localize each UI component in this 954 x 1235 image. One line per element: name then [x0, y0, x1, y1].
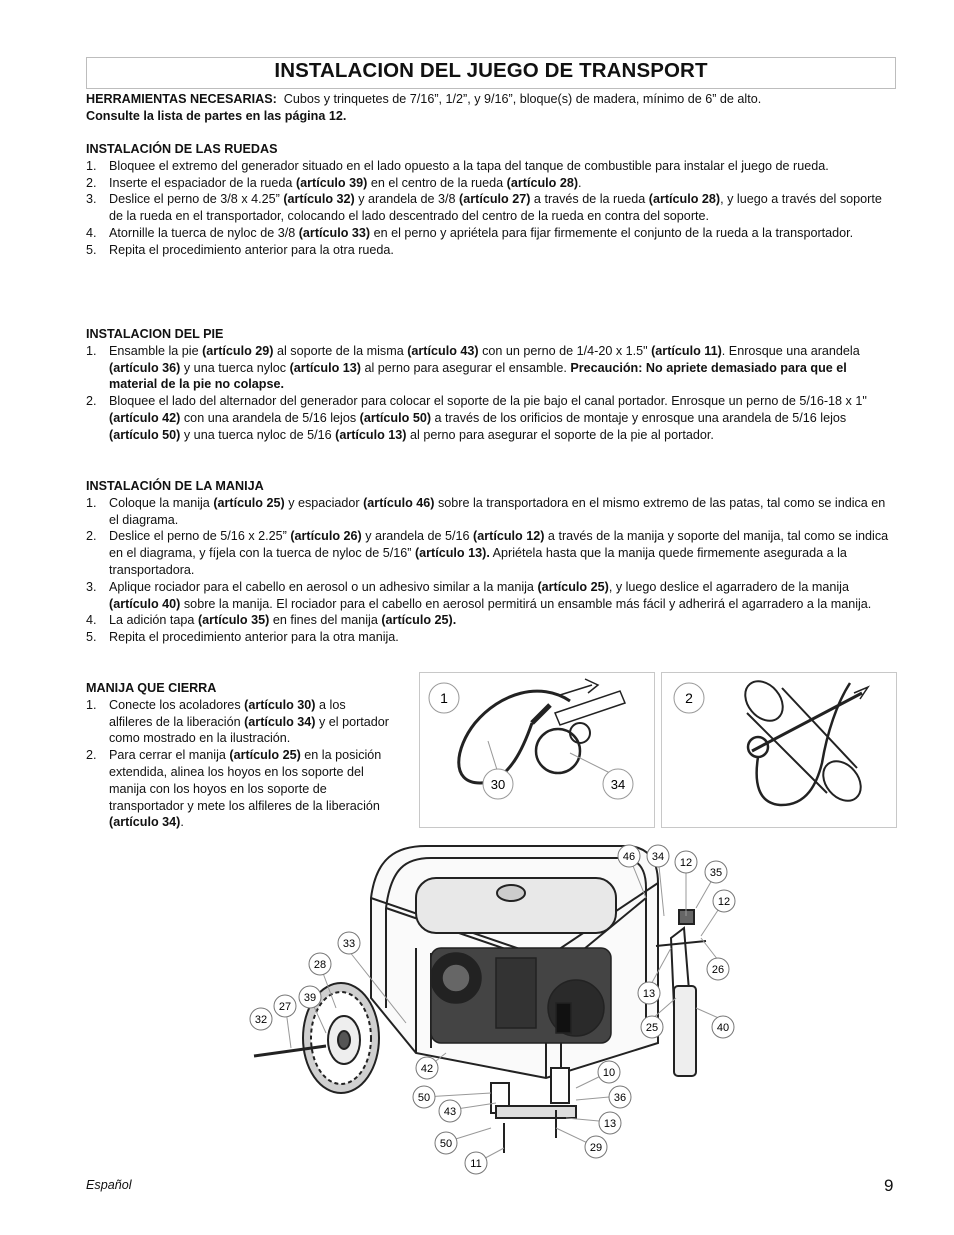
callout-29	[585, 1136, 607, 1158]
svg-text:39: 39	[303, 992, 317, 1004]
svg-text:12: 12	[679, 857, 693, 869]
svg-text:34: 34	[651, 851, 665, 863]
exploded-assembly-diagram	[86, 838, 898, 1178]
handle-heading: INSTALACIÓN DE LA MANIJA	[86, 479, 264, 493]
figure-2-illustration	[662, 673, 896, 827]
handle-grip	[674, 986, 696, 1076]
handle-section	[86, 478, 898, 646]
wheels-section	[86, 141, 898, 259]
svg-text:29: 29	[589, 1142, 603, 1154]
callout-50	[413, 1086, 435, 1108]
list-item: 3. Deslice el perno de 3/8 x 4.25” (artículo 32) y arandela de 3/8 (artículo 27) a través de la rueda (artículo 28), y luego a través del soporte de la rueda en el transportador, colocando el lado descentrado del centro de la rueda en contra del soporte.	[86, 192, 882, 224]
callout-35	[705, 861, 727, 883]
svg-text:36: 36	[613, 1092, 627, 1104]
list-item: 1. Conecte los acoladores (artículo 30) a los alfileres de la liberación (artículo 34) y el portador como mostrado en la ilustración.	[86, 697, 390, 746]
svg-text:42: 42	[420, 1063, 434, 1075]
callout-12-b	[713, 890, 735, 912]
callout-43	[439, 1100, 461, 1122]
svg-text:40: 40	[716, 1022, 730, 1034]
callout-11	[465, 1152, 487, 1174]
fuel-cap	[497, 885, 525, 901]
svg-text:13: 13	[642, 988, 656, 1000]
title-box	[86, 57, 896, 89]
lock-section	[86, 680, 391, 831]
svg-text:46: 46	[622, 851, 636, 863]
svg-text:50: 50	[417, 1092, 431, 1104]
svg-text:11: 11	[470, 1158, 482, 1170]
footer-language: Español	[86, 1178, 132, 1192]
engine	[431, 948, 611, 1043]
list-item: 2. Inserte el espaciador de la rueda (artículo 39) en el centro de la rueda (artículo 28).	[86, 175, 582, 190]
pin-collar	[570, 723, 590, 743]
tools-paragraph	[86, 91, 898, 125]
wheels-heading: INSTALACIÓN DE LAS RUEDAS	[86, 142, 278, 156]
foot-assembly	[491, 1068, 576, 1153]
release-pin	[555, 691, 625, 725]
svg-text:43: 43	[443, 1106, 457, 1118]
list-item: 2. Bloquee el lado del alternador del generador para colocar el soporte de la pie bajo el canal portador. Enrosque un perno de 5/16-18 x 1" (artículo 42) con una arandela de 5/16 lejos (artículo 50) a través de los orificios de montaje y enrosque una arandela de 5/16 lejos (artículo 50) y una tuerca nyloc de 5/16 (artículo 13) al perno para asegurar el soporte de la pie al portador.	[86, 394, 867, 442]
callout-39	[299, 986, 321, 1008]
figure-1-illustration	[420, 673, 654, 827]
page-title: INSTALACION DEL JUEGO DE TRANSPORT	[274, 59, 708, 82]
figure-1-box	[419, 672, 655, 828]
callout-13	[638, 982, 660, 1004]
callout-34: 34	[610, 777, 626, 792]
svg-text:10: 10	[602, 1067, 616, 1079]
svg-text:12: 12	[717, 896, 731, 908]
svg-text:26: 26	[711, 964, 725, 976]
callout-40	[712, 1016, 734, 1038]
callout-42	[416, 1057, 438, 1079]
list-item: 2. Deslice el perno de 5/16 x 2.25” (artículo 26) y arandela de 5/16 (artículo 12) a través de la manija y soporte del manija, tal como se indica en el diagrama, y fíjela con la tuerca de nyloc de 5/16” (artículo 13). Apriétela hasta que la manija quede firmemente asegurada a la transportadora.	[86, 529, 889, 577]
tools-text: Cubos y trinquetes de 7/16”, 1/2”, y 9/16”, bloque(s) de madera, mínimo de 6” de alto.	[283, 92, 762, 106]
handle-assembly	[656, 910, 706, 1076]
list-item: 2. Para cerrar el manija (artículo 25) en la posición extendida, alinea los hoyos en los soporte del manija con los hoyos en los soporte de transportador y mete los alfileres de la liberación (artículo 34).	[86, 748, 382, 830]
callout-33	[338, 932, 360, 954]
callout-46	[618, 845, 640, 867]
lanyard-sleeve	[532, 705, 550, 723]
list-item: 4. La adición tapa (artículo 35) en fines del manija (artículo 25).	[86, 613, 457, 628]
list-item: 3. Aplique rociador para el cabello en aerosol o un adhesivo similar a la manija (artículo 25), y luego deslice el agarradero de la manija (artículo 40) sobre la manija. El rociador para el cabello en aerosol permitirá un ensamble más fácil y adherirá el agarradero a la manija.	[86, 579, 872, 611]
callout-36	[609, 1086, 631, 1108]
foot-heading: INSTALACION DEL PIE	[86, 327, 224, 341]
list-item: 1. Ensamble la pie (artículo 29) al soporte de la misma (artículo 43) con un perno de 1/4-20 x 1.5" (artículo 11). Enrosque una arandela (artículo 36) y una tuerca nyloc (artículo 13) al perno para asegurar el ensamble. Precaución: No apriete demasiado para que el material de la pie no colapse.	[86, 343, 860, 392]
parts-note: Consulte la lista de partes en las página 12.	[86, 108, 347, 123]
lanyard-cable	[459, 691, 570, 783]
svg-text:32: 32	[254, 1014, 268, 1026]
figure-2-label: 2	[685, 690, 693, 706]
list-item: 5. Repita el procedimiento anterior para la otra manija.	[86, 630, 399, 645]
svg-text:50: 50	[439, 1138, 453, 1150]
svg-text:35: 35	[709, 867, 723, 879]
callout-32	[250, 1008, 272, 1030]
figure-2-box	[661, 672, 897, 828]
pin-ring	[536, 729, 580, 773]
callout-26	[707, 958, 729, 980]
tools-label: HERRAMIENTAS NECESARIAS:	[86, 92, 277, 106]
lock-heading: MANIJA QUE CIERRA	[86, 681, 217, 695]
callout-27	[274, 995, 296, 1017]
callout-12	[675, 851, 697, 873]
svg-text:27: 27	[278, 1001, 292, 1013]
list-item: 4. Atornille la tuerca de nyloc de 3/8 (artículo 33) en el perno y apriételа para fijar firmemente el conjunto de la rueda a la transportador.	[86, 225, 854, 240]
figure-1-label: 1	[440, 690, 448, 706]
callout-28	[309, 953, 331, 975]
list-item: 1. Bloquee el extremo del generador situado en el lado opuesto a la tapa del tanque de combustible para instalar el juego de rueda.	[86, 158, 829, 173]
callout-34	[647, 845, 669, 867]
svg-text:28: 28	[313, 959, 327, 971]
callout-30: 30	[490, 777, 506, 792]
foot-section	[86, 326, 898, 444]
callout-13-b	[599, 1112, 621, 1134]
svg-text:13: 13	[603, 1118, 617, 1130]
arrow-icon	[560, 679, 598, 695]
callout-25	[641, 1016, 663, 1038]
callout-10	[598, 1061, 620, 1083]
list-item: 1. Coloque la manija (artículo 25) y espaciador (artículo 46) sobre la transportadora en el mismo extremo de las patas, tal como se indica en el diagrama.	[86, 495, 886, 527]
callout-50-b	[435, 1132, 457, 1154]
page-number: 9	[884, 1176, 894, 1195]
list-item: 5. Repita el procedimiento anterior para la otra rueda.	[86, 242, 394, 257]
svg-text:25: 25	[645, 1022, 659, 1034]
svg-text:33: 33	[342, 938, 356, 950]
